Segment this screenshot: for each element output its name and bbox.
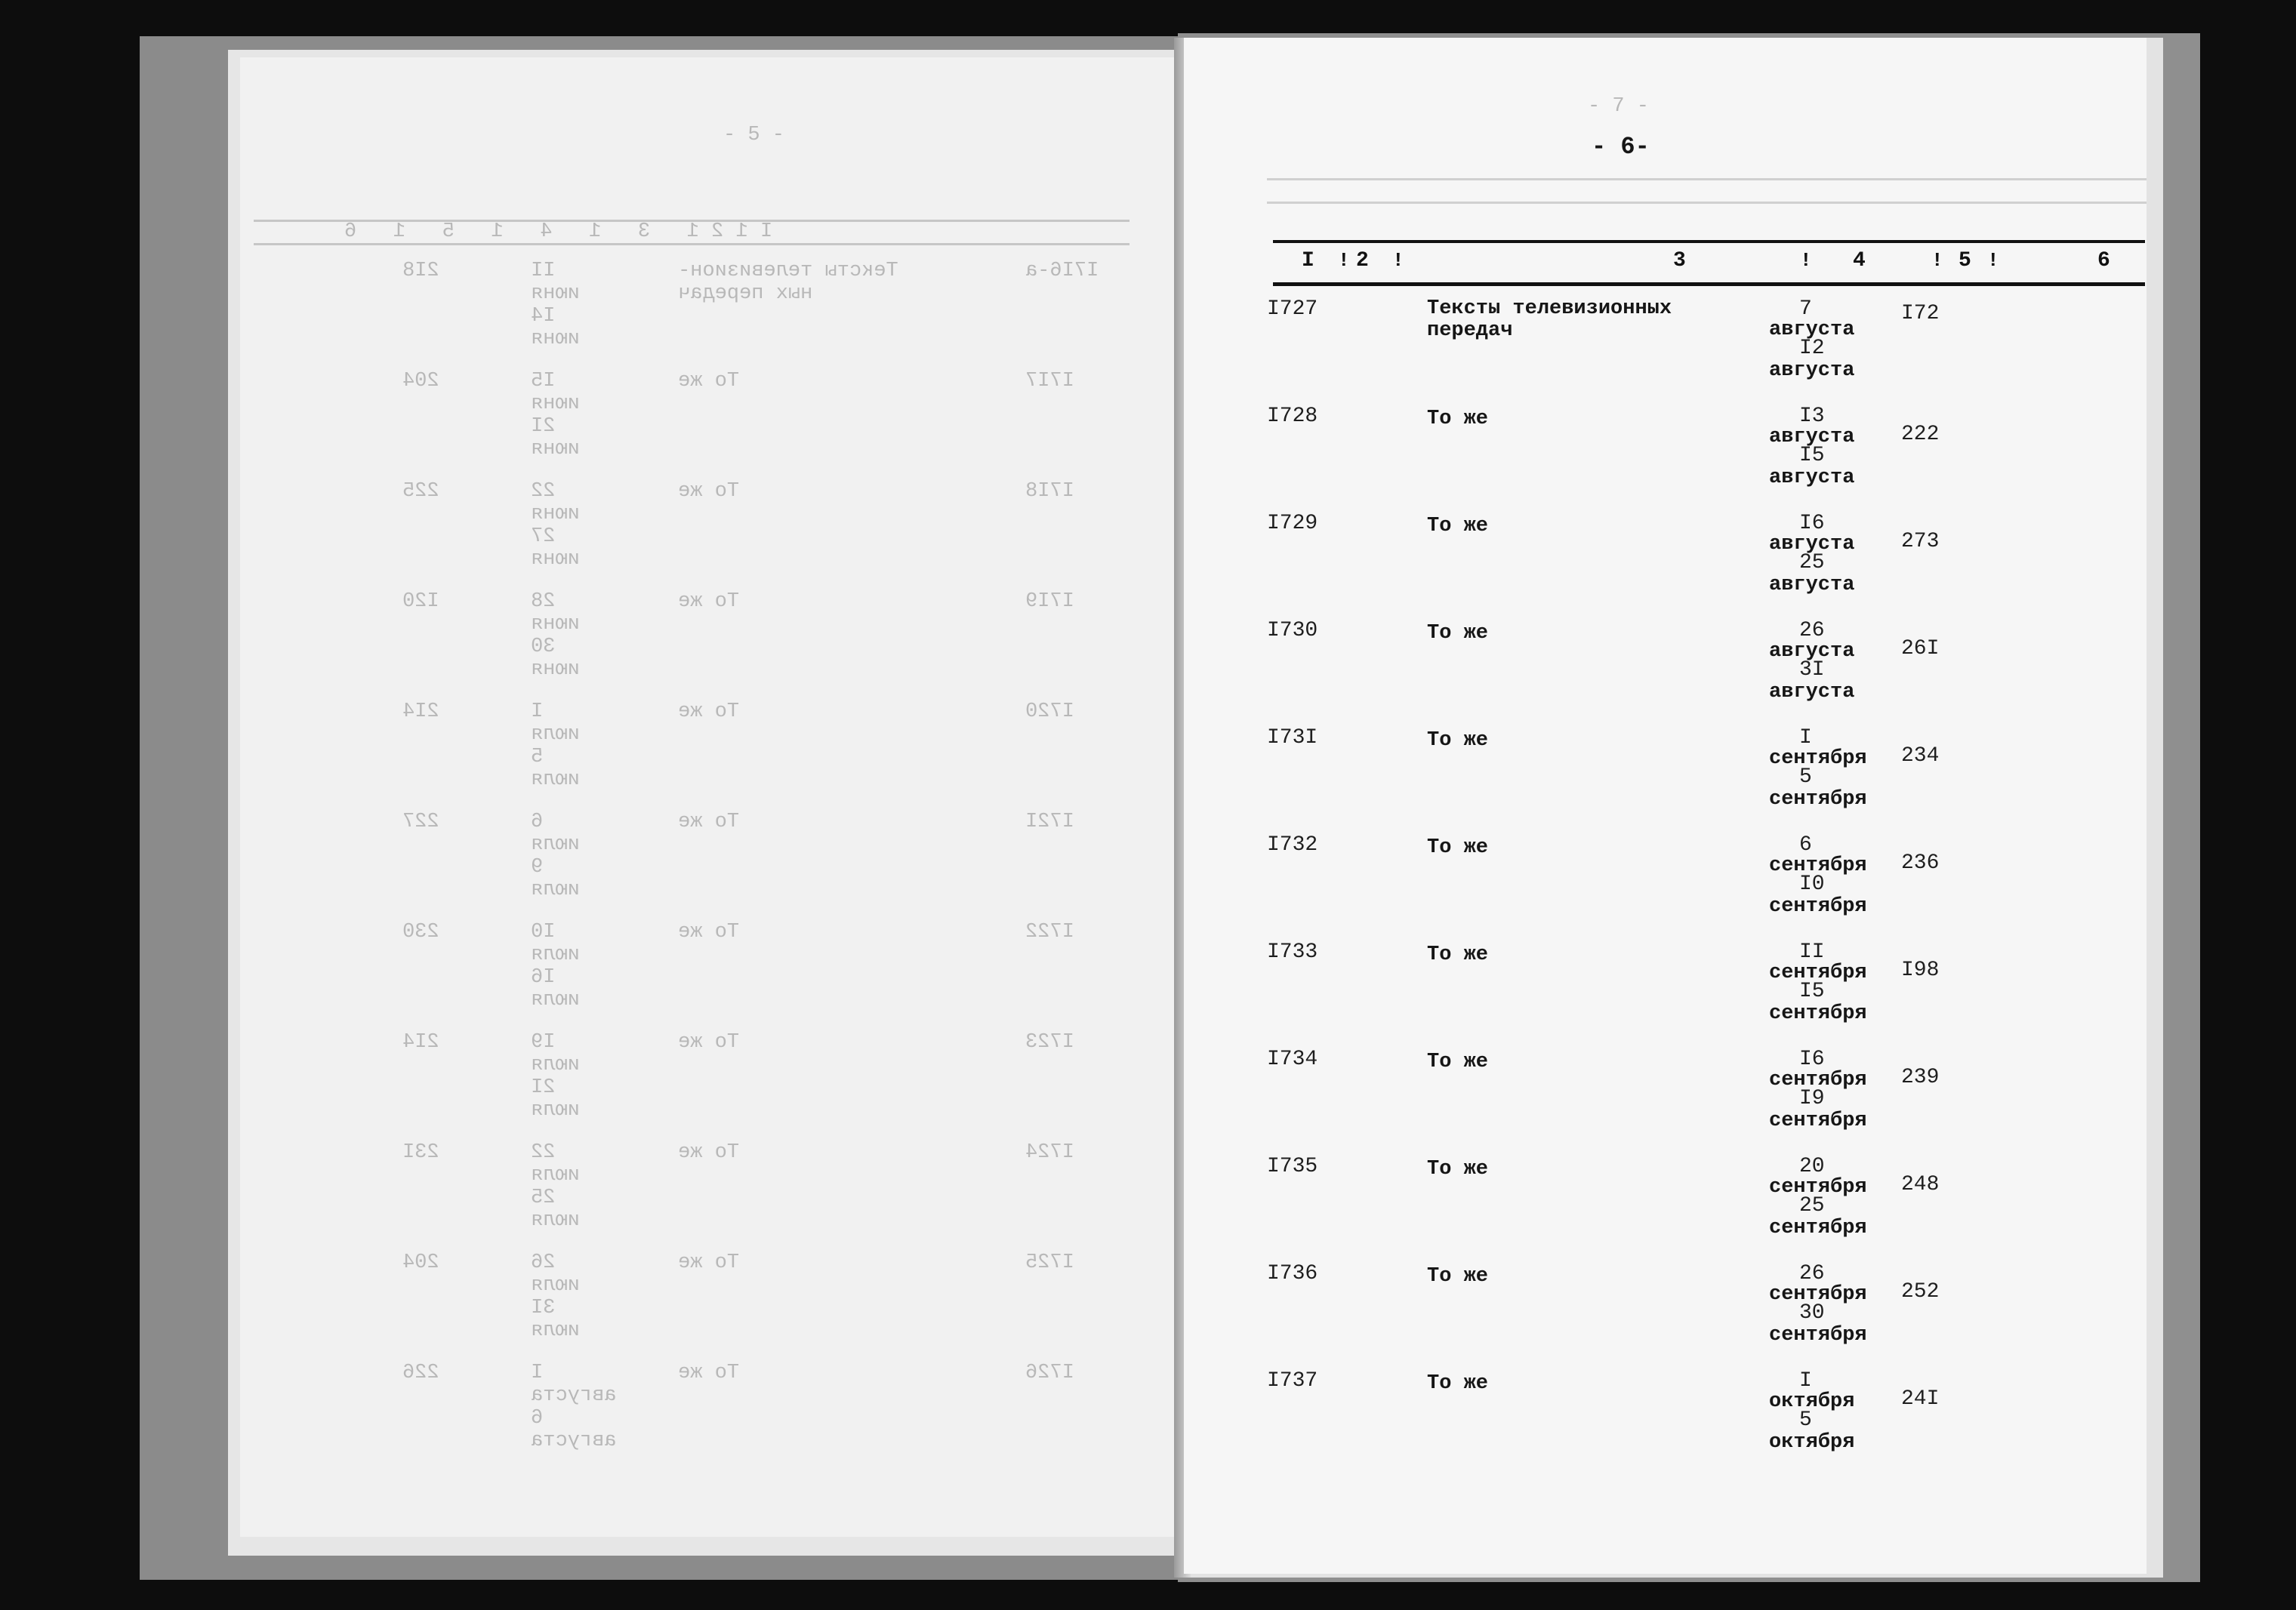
record-number: I737 xyxy=(1267,1369,1318,1393)
column-separator: ! xyxy=(1338,249,1350,272)
date-to: 25 xyxy=(1799,1194,1825,1218)
ghost-table-row xyxy=(240,700,1197,811)
column-separator: ! xyxy=(1392,249,1404,272)
record-title: То же xyxy=(1427,622,1489,645)
ghost-record-number: I7I6-a xyxy=(1025,260,1099,282)
page-count: 239 xyxy=(1901,1066,1940,1089)
ghost-table-row xyxy=(240,480,1197,590)
month-from: сентября xyxy=(1769,747,1867,770)
ghost-record-number: I720 xyxy=(1025,700,1074,723)
ghost-record-title: То же xyxy=(678,1031,740,1054)
column-separator: ! xyxy=(1931,249,1943,272)
ghost-record-number: I722 xyxy=(1025,921,1074,944)
record-title: То же xyxy=(1427,1372,1489,1395)
ghost-dates: I июля 5 июля xyxy=(531,700,580,791)
month-to: августа xyxy=(1769,681,1855,703)
date-to: I5 xyxy=(1799,444,1825,467)
record-number: I727 xyxy=(1267,297,1318,321)
date-to: 5 xyxy=(1799,1408,1812,1432)
record-number: I734 xyxy=(1267,1048,1318,1071)
ghost-header-band xyxy=(1267,178,2147,204)
ghost-table-row xyxy=(240,1141,1197,1251)
ghost-record-title: То же xyxy=(678,480,740,503)
ghost-page-number: - 7 - xyxy=(1588,95,1650,118)
table-row xyxy=(1184,941,2147,1048)
month-to: октября xyxy=(1769,1431,1855,1454)
month-from: сентября xyxy=(1769,962,1867,984)
ghost-record-title: То же xyxy=(678,370,740,392)
date-to: 3I xyxy=(1799,658,1825,682)
ghost-page-count: 225 xyxy=(402,480,439,503)
page-count: I98 xyxy=(1901,959,1940,982)
page-count: 248 xyxy=(1901,1173,1940,1196)
month-from: октября xyxy=(1769,1390,1855,1413)
date-from: 20 xyxy=(1799,1155,1825,1178)
ghost-page-count: 227 xyxy=(402,811,439,833)
date-from: I6 xyxy=(1799,1048,1825,1071)
date-to: 5 xyxy=(1799,765,1812,789)
table-row xyxy=(1184,405,2147,513)
ghost-record-title: Тексты телевизион- ных передач xyxy=(678,260,898,305)
ghost-table-row xyxy=(240,370,1197,480)
month-from: августа xyxy=(1769,319,1855,341)
ghost-dates: 28 июня 30 июня xyxy=(531,590,580,681)
record-title: То же xyxy=(1427,729,1489,752)
month-to: сентября xyxy=(1769,895,1867,918)
ghost-page-count: 226 xyxy=(402,1362,439,1384)
ghost-page-count: 230 xyxy=(402,921,439,944)
ghost-record-title: То же xyxy=(678,811,740,833)
page-count: 252 xyxy=(1901,1280,1940,1304)
month-from: сентября xyxy=(1769,1176,1867,1199)
date-from: 26 xyxy=(1799,619,1825,642)
page-count: I72 xyxy=(1901,302,1940,325)
date-to: 25 xyxy=(1799,551,1825,574)
record-title: То же xyxy=(1427,515,1489,537)
ghost-record-number: I7I8 xyxy=(1025,480,1074,503)
date-to: 30 xyxy=(1799,1301,1825,1325)
ghost-record-title: То же xyxy=(678,590,740,613)
ghost-table-row xyxy=(240,811,1197,921)
ghost-record-title: То же xyxy=(678,700,740,723)
table-row xyxy=(1184,1263,2147,1370)
ghost-dates: 22 июля 25 июля xyxy=(531,1141,580,1232)
record-number: I728 xyxy=(1267,405,1318,428)
date-from: II xyxy=(1799,940,1825,964)
page-count: 26I xyxy=(1901,637,1940,660)
record-number: I732 xyxy=(1267,833,1318,857)
record-number: I730 xyxy=(1267,619,1318,642)
record-number: I735 xyxy=(1267,1155,1318,1178)
month-from: августа xyxy=(1769,640,1855,663)
column-header-1: I xyxy=(1302,249,1314,272)
ghost-dates: 22 июня 27 июня xyxy=(531,480,580,571)
ghost-table-row xyxy=(240,1031,1197,1141)
record-title: То же xyxy=(1427,944,1489,966)
date-to: I9 xyxy=(1799,1087,1825,1110)
column-separator: ! xyxy=(1987,249,1999,272)
right-page xyxy=(1184,38,2147,1574)
record-title: То же xyxy=(1427,408,1489,430)
left-header-band xyxy=(254,220,1130,245)
table-row xyxy=(1184,513,2147,620)
month-to: сентября xyxy=(1769,1217,1867,1239)
record-number: I729 xyxy=(1267,512,1318,535)
date-from: 26 xyxy=(1799,1262,1825,1285)
record-number: I733 xyxy=(1267,940,1318,964)
ghost-page-count: 204 xyxy=(402,1251,439,1274)
month-to: августа xyxy=(1769,574,1855,596)
date-from: I6 xyxy=(1799,512,1825,535)
table-row xyxy=(1184,298,2147,405)
ghost-record-title: То же xyxy=(678,1362,740,1384)
date-from: I3 xyxy=(1799,405,1825,428)
month-from: августа xyxy=(1769,533,1855,556)
ghost-record-number: I72I xyxy=(1025,811,1074,833)
column-header-bar xyxy=(1273,240,2145,286)
date-from: 7 xyxy=(1799,297,1812,321)
record-title: То же xyxy=(1427,836,1489,859)
record-title: То же xyxy=(1427,1158,1489,1181)
ghost-page-count: 2I4 xyxy=(402,1031,439,1054)
record-number: I736 xyxy=(1267,1262,1318,1285)
ghost-record-title: То же xyxy=(678,921,740,944)
month-to: августа xyxy=(1769,466,1855,489)
record-title: То же xyxy=(1427,1051,1489,1073)
ghost-page-count: 23I xyxy=(402,1141,439,1164)
month-from: сентября xyxy=(1769,854,1867,877)
month-to: сентября xyxy=(1769,1110,1867,1132)
month-to: сентября xyxy=(1769,788,1867,811)
month-from: сентября xyxy=(1769,1069,1867,1091)
column-header-2: 2 xyxy=(1356,249,1369,272)
table-row xyxy=(1184,1048,2147,1156)
month-to: августа xyxy=(1769,359,1855,382)
record-number: I73I xyxy=(1267,726,1318,750)
left-page-number: - 5 - xyxy=(723,124,785,146)
ghost-record-number: I7I9 xyxy=(1025,590,1074,613)
table-row xyxy=(1184,1370,2147,1477)
ghost-table-row xyxy=(240,260,1197,370)
ghost-dates: I9 июля 2I июля xyxy=(531,1031,580,1122)
ghost-table-row xyxy=(240,590,1197,700)
date-from: 6 xyxy=(1799,833,1812,857)
date-to: I2 xyxy=(1799,337,1825,360)
ghost-page-count: 2I4 xyxy=(402,700,439,723)
column-header-3: 3 xyxy=(1673,249,1686,272)
column-separator: ! xyxy=(1800,249,1812,272)
page-number: - 6- xyxy=(1592,133,1650,161)
month-to: сентября xyxy=(1769,1002,1867,1025)
page-count: 234 xyxy=(1901,744,1940,768)
ghost-dates: I августа 6 августа xyxy=(531,1362,617,1452)
left-page xyxy=(240,57,1197,1537)
page-count: 236 xyxy=(1901,851,1940,875)
ghost-table-row xyxy=(240,1251,1197,1362)
ghost-record-title: То же xyxy=(678,1141,740,1164)
date-to: I0 xyxy=(1799,873,1825,896)
ghost-record-number: I724 xyxy=(1025,1141,1074,1164)
date-to: I5 xyxy=(1799,980,1825,1003)
ghost-record-number: I7I7 xyxy=(1025,370,1074,392)
page-count: 24I xyxy=(1901,1387,1940,1411)
ghost-page-count: 2I8 xyxy=(402,260,439,282)
record-title: Тексты телевизионных передач xyxy=(1427,297,1672,342)
month-from: августа xyxy=(1769,426,1855,448)
column-header-6: 6 xyxy=(2097,249,2110,272)
ghost-dates: I5 июня 2I июня xyxy=(531,370,580,460)
ghost-dates: II июня I4 июня xyxy=(531,260,580,350)
page-count: 273 xyxy=(1901,530,1940,553)
ghost-record-title: То же xyxy=(678,1251,740,1274)
ghost-record-number: I726 xyxy=(1025,1362,1074,1384)
table-row xyxy=(1184,620,2147,727)
column-header-4: 4 xyxy=(1853,249,1866,272)
ghost-table-row xyxy=(240,921,1197,1031)
month-to: сентября xyxy=(1769,1324,1867,1347)
ghost-dates: 26 июля 3I июля xyxy=(531,1251,580,1342)
record-title: То же xyxy=(1427,1265,1489,1288)
ghost-dates: I0 июля I6 июля xyxy=(531,921,580,1011)
ghost-dates: 6 июля 9 июля xyxy=(531,811,580,901)
page-count: 222 xyxy=(1901,423,1940,446)
ghost-record-number: I723 xyxy=(1025,1031,1074,1054)
left-header-text: I 1 2 1 3 1 4 1 5 1 6 xyxy=(344,220,773,243)
column-header-5: 5 xyxy=(1959,249,1971,272)
date-from: I xyxy=(1799,1369,1812,1393)
table-row xyxy=(1184,1156,2147,1263)
ghost-page-count: I20 xyxy=(402,590,439,613)
ghost-record-number: I725 xyxy=(1025,1251,1074,1274)
month-from: сентября xyxy=(1769,1283,1867,1306)
ghost-table-row xyxy=(240,1362,1197,1472)
table-row xyxy=(1184,727,2147,834)
date-from: I xyxy=(1799,726,1812,750)
table-row xyxy=(1184,834,2147,941)
ghost-page-count: 204 xyxy=(402,370,439,392)
